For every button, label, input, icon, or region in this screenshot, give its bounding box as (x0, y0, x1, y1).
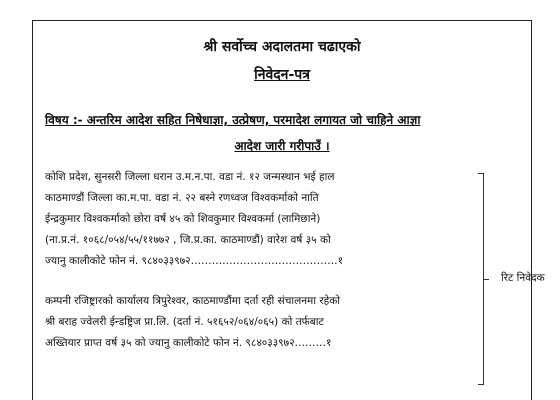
petitioner-2-line: कम्पनी रजिष्ट्रारको कार्यालय त्रिपुरेश्वर, काठमाण्डौंमा दर्ता रही संचालनमा रहेको (45, 295, 341, 307)
court-heading: श्री सर्वोच्च अदालतमा चढाएको (203, 39, 361, 55)
role-label: रिट निवेदक (501, 272, 545, 284)
document-frame (32, 20, 545, 400)
petitioner-1-line: कोशि प्रदेश, सुनसरी जिल्ला धरान उ.म.न.पा. वडा नं. १२ जन्मस्थान भई हाल (45, 171, 335, 183)
petitioner-2-line: अख्तियार प्राप्त वर्ष ३५ को ज्यानु कालीकोटे फोन नं. ९८४०३३९७२………१ (45, 337, 332, 349)
subject-line-1: विषय :- अन्तरिम आदेश सहित निषेधाज्ञा, उत्प्रेषण, परमादेश लगायत जो चाहिने आज्ञा (45, 113, 421, 127)
petitioner-1-line: (ना.प्र.नं. १०६८/०५४/५५/११७७२ , जि.प्र.का. काठमाण्डौं) वारेश वर्ष ३५ को (45, 234, 331, 246)
petitioner-1-paragraph (45, 167, 455, 272)
petitioner-1-line: काठमाण्डौं जिल्ला का.म.पा. वडा नं. २२ बस्ने रणध्वज विश्वकर्माको नाति (45, 192, 319, 204)
document-type-heading: निवेदन-पत्र (254, 67, 310, 83)
brace-tick (483, 279, 489, 280)
petitioner-2-line: श्री बराह ज्वेलरी ईन्डष्ट्रिज प्रा.लि. (दर्ता नं. ५१६५२/०६४/०६५) को तर्फबाट (45, 316, 324, 328)
subject-line-2: आदेश जारी गरीपाउँ । (234, 139, 330, 153)
petitioner-1-line: ईन्द्रकुमार विश्वकर्माको छोरा वर्ष ४५ को शिवकुमार विश्वकर्मा (लामिछाने) (45, 213, 321, 225)
petitioner-1-line: ज्यानु कालीकोटे फोन नं. ९८४०३३९७२……………………………………१ (45, 255, 344, 267)
petitioner-2-paragraph (45, 291, 455, 354)
